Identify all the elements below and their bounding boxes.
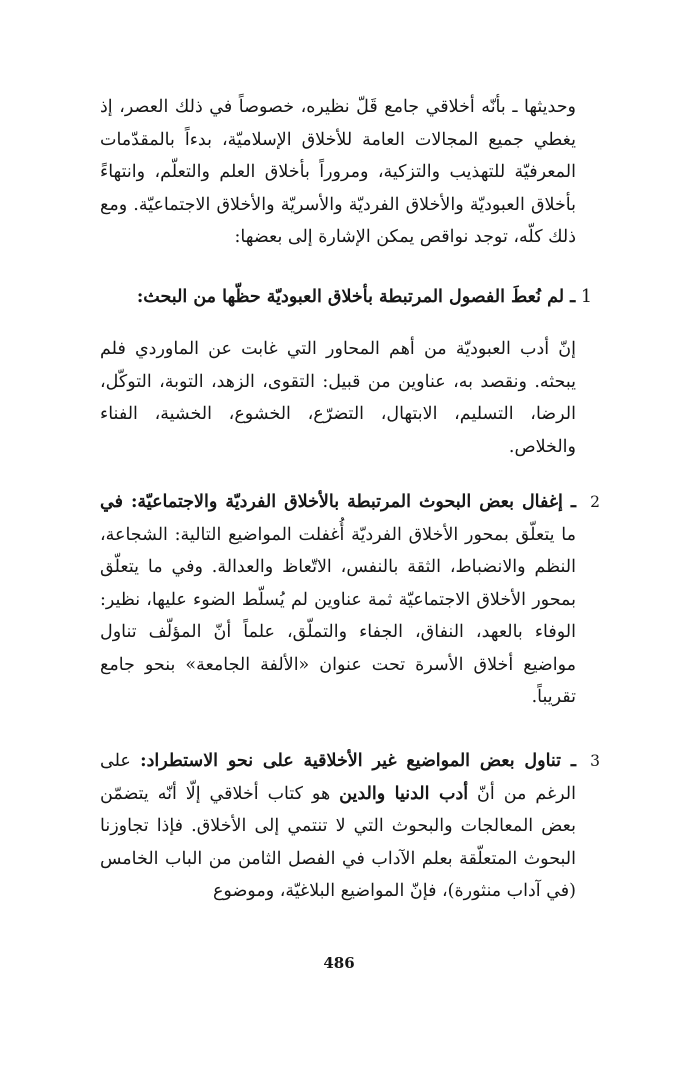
- item-3-heading: ـ تناول بعض المواضيع غير الأخلاقية على نحو الاستطراد:: [140, 751, 576, 771]
- item-2: [100, 486, 600, 714]
- item-3-number: 3: [590, 752, 600, 770]
- item-3: [100, 745, 600, 908]
- intro-paragraph: وحديثها ـ بأنّه أخلاقي جامع قَلّ نظيره، خصوصاً في ذلك العصر، إذ يغطي جميع المجالات العامة للأخلاق الإسلاميّة، بدءاً بالمقدّمات المعرفيّة للتهذيب والتزكية، ومروراً بأخلاق العلم والتعلّم، وانتهاءً بأخلاق العبوديّة والأخلاق الفرديّة والأسريّة والأخلاق الاجتماعيّة. ومع ذلك كلّه، توجد نواقص يمكن الإشارة إلى بعضها:: [100, 97, 576, 247]
- item-3-body-start: على الرغم من أنّ: [100, 751, 576, 804]
- item-1-heading-line: [100, 281, 592, 313]
- item-3-book-title: أدب الدنيا والدين: [339, 783, 469, 804]
- item-2-number: 2: [590, 493, 600, 511]
- item-2-heading: ـ إغفال بعض البحوث المرتبطة بالأخلاق الفرديّة والاجتماعيّة: في: [100, 492, 576, 512]
- page-number: 486: [323, 954, 355, 972]
- item-3-body-end: هو كتاب أخلاقي إلّا أنّه يتضمّن بعض المعالجات والبحوث التي لا تنتمي إلى الأخلاق. فإذا تجاوزنا البحوث المتعلّقة بعلم الآداب في الفصل الثامن من الباب الخامس (في آداب منثورة)، فإنّ المواضيع البلاغيّة، وموضوع: [100, 783, 576, 901]
- item-2-body: ما يتعلّق بمحور الأخلاق الفرديّة أُغفلت المواضيع التالية: الشجاعة، النظم والانضباط، الثقة بالنفس، الاتّعاظ والعدالة. وفي ما يتعلّق بمحور الأخلاق الاجتماعيّة ثمة عناوين لم يُسلّط الضوء عليها، نظير: الوفاء بالعهد، النفاق، الجفاء والتملّق، علماً أنّ المؤلّف تناول مواضيع أخلاق الأسرة تحت عنوان «الألفة الجامعة» بنحو جامع تقريباً.: [100, 524, 576, 707]
- item-1-body: إنّ أدب العبوديّة من أهم المحاور التي غابت عن الماوردي فلم يبحثه. ونقصد به، عناوين من قبيل: التقوى، الزهد، التوبة، التوكّل، الرضا، التسليم، الابتهال، التضرّع، الخشوع، الخشية، الفناء والخلاص.: [100, 339, 576, 457]
- item-1-number: 1: [580, 287, 592, 307]
- item-1-heading: ـ لم نُعطَ الفصول المرتبطة بأخلاق العبوديّة حظّها من البحث:: [136, 287, 576, 307]
